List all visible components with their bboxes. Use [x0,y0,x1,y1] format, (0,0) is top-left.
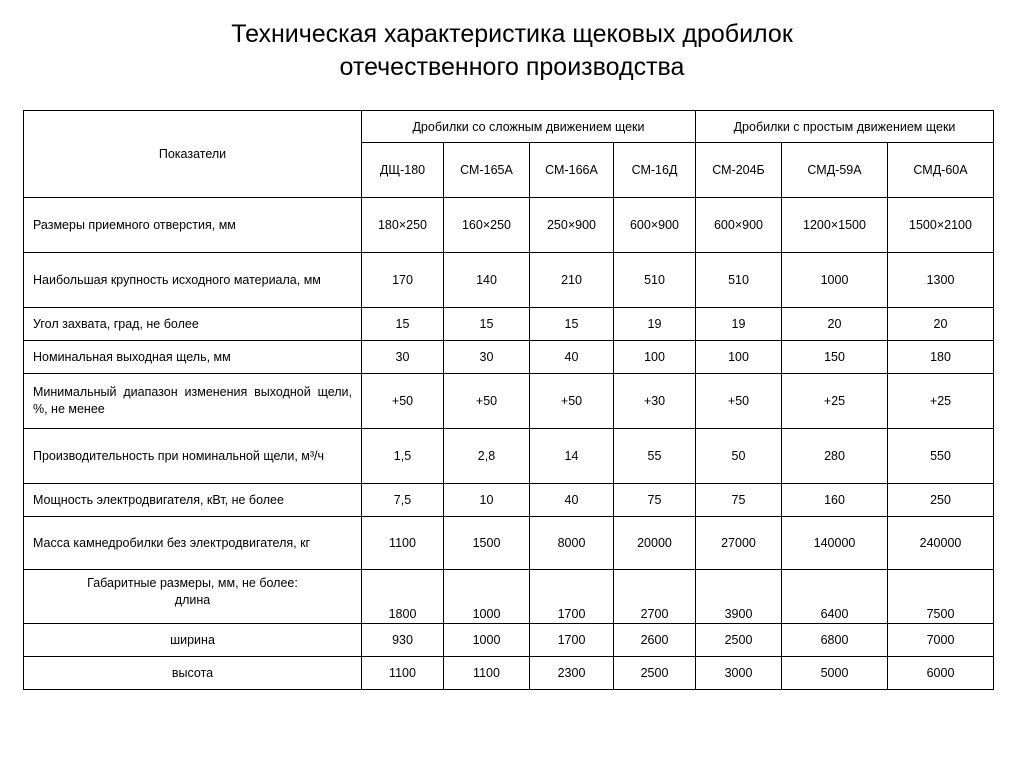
table-cell: 1700 [530,624,614,657]
table-cell: 6800 [782,624,888,657]
table-cell: +50 [362,374,444,429]
table-cell: 2700 [614,570,696,624]
table-cell: 6400 [782,570,888,624]
model-header: ДЩ-180 [362,143,444,198]
table-cell: 510 [614,253,696,308]
table-cell: 1500×2100 [888,198,994,253]
dims-heading: Габаритные размеры, мм, не более: [87,575,298,590]
crusher-spec-table [23,110,994,690]
table-cell: +30 [614,374,696,429]
table-cell: 600×900 [614,198,696,253]
table-cell: 14 [530,429,614,484]
table-cell: 7000 [888,624,994,657]
table-cell: 27000 [696,517,782,570]
table-cell: 3000 [696,657,782,690]
page-title [0,18,1024,84]
table-cell: 2600 [614,624,696,657]
table-cell: 1100 [444,657,530,690]
table-row [24,341,994,374]
table-cell: 150 [782,341,888,374]
table-cell: 40 [530,341,614,374]
table-cell: +25 [782,374,888,429]
table-cell: 15 [444,308,530,341]
model-header: СМД-60А [888,143,994,198]
table-cell: 930 [362,624,444,657]
table-cell: 1100 [362,517,444,570]
model-header: СМ-165А [444,143,530,198]
table-cell: 1100 [362,657,444,690]
table-row [24,374,994,429]
header-row-groups [24,111,994,143]
table-cell: 140 [444,253,530,308]
table-cell: +50 [444,374,530,429]
table-cell: 75 [614,484,696,517]
row-label: Номинальная выходная щель, мм [24,341,362,374]
model-header: СМД-59А [782,143,888,198]
table-cell: 510 [696,253,782,308]
row-label: высота [24,657,362,690]
row-label: Производительность при номинальной щели, м³/ч [24,429,362,484]
row-label: Мощность электродвигателя, кВт, не более [24,484,362,517]
table-cell: +25 [888,374,994,429]
table-row [24,624,994,657]
row-label: Масса камнедробилки без электродвигателя, кг [24,517,362,570]
table-cell: 50 [696,429,782,484]
table-row [24,308,994,341]
table-cell: 75 [696,484,782,517]
table-cell: 7500 [888,570,994,624]
table-cell: 55 [614,429,696,484]
row-label: длина [174,592,211,607]
table-cell: 160×250 [444,198,530,253]
table-cell: 1800 [362,570,444,624]
table-cell: 600×900 [696,198,782,253]
table-cell: 15 [530,308,614,341]
table-cell: 30 [362,341,444,374]
table-row-dims-length [24,570,994,624]
table-cell: 210 [530,253,614,308]
table-cell: 2500 [696,624,782,657]
table-cell: 30 [444,341,530,374]
table-cell: 1200×1500 [782,198,888,253]
table-cell: 7,5 [362,484,444,517]
table-cell: 5000 [782,657,888,690]
model-header: СМ-204Б [696,143,782,198]
table-cell: 1,5 [362,429,444,484]
table-cell: 2300 [530,657,614,690]
row-label: Наибольшая крупность исходного материала, мм [24,253,362,308]
table-cell: 19 [614,308,696,341]
table-cell: 250 [888,484,994,517]
table-cell: 2,8 [444,429,530,484]
table-cell: 3900 [696,570,782,624]
table-cell: 2500 [614,657,696,690]
dims-label-cell [24,570,362,624]
table-cell: 180 [888,341,994,374]
table-cell: 1300 [888,253,994,308]
row-label: Минимальный диапазон изменения выходной щели, %, не менее [24,374,362,429]
title-line-1: Техническая характеристика щековых дробилок [231,20,793,48]
table-cell: 100 [696,341,782,374]
param-header: Показатели [24,111,362,198]
table-row [24,253,994,308]
table-cell: 180×250 [362,198,444,253]
table-cell: 1700 [530,570,614,624]
table-cell: 40 [530,484,614,517]
model-header: СМ-166А [530,143,614,198]
table-cell: 8000 [530,517,614,570]
title-line-2: отечественного производства [339,53,685,81]
table-cell: 20 [888,308,994,341]
table-row [24,657,994,690]
table-row [24,517,994,570]
table-cell: 1000 [444,570,530,624]
table-cell: 160 [782,484,888,517]
table-cell: 15 [362,308,444,341]
table-cell: 240000 [888,517,994,570]
group-simple-header: Дробилки с простым движением щеки [696,111,994,143]
table-cell: +50 [530,374,614,429]
table-row [24,484,994,517]
group-complex-header: Дробилки со сложным движением щеки [362,111,696,143]
table-cell: 100 [614,341,696,374]
table-cell: 1000 [444,624,530,657]
row-label: Угол захвата, град, не более [24,308,362,341]
table-cell: +50 [696,374,782,429]
table-cell: 10 [444,484,530,517]
table-cell: 1000 [782,253,888,308]
table-cell: 280 [782,429,888,484]
row-label: Размеры приемного отверстия, мм [24,198,362,253]
table-cell: 250×900 [530,198,614,253]
table-row [24,429,994,484]
table-cell: 140000 [782,517,888,570]
model-header: СМ-16Д [614,143,696,198]
row-label: ширина [24,624,362,657]
table-cell: 550 [888,429,994,484]
table-cell: 1500 [444,517,530,570]
table-cell: 20 [782,308,888,341]
table-cell: 170 [362,253,444,308]
table-row [24,198,994,253]
table-cell: 20000 [614,517,696,570]
table-cell: 19 [696,308,782,341]
table-cell: 6000 [888,657,994,690]
